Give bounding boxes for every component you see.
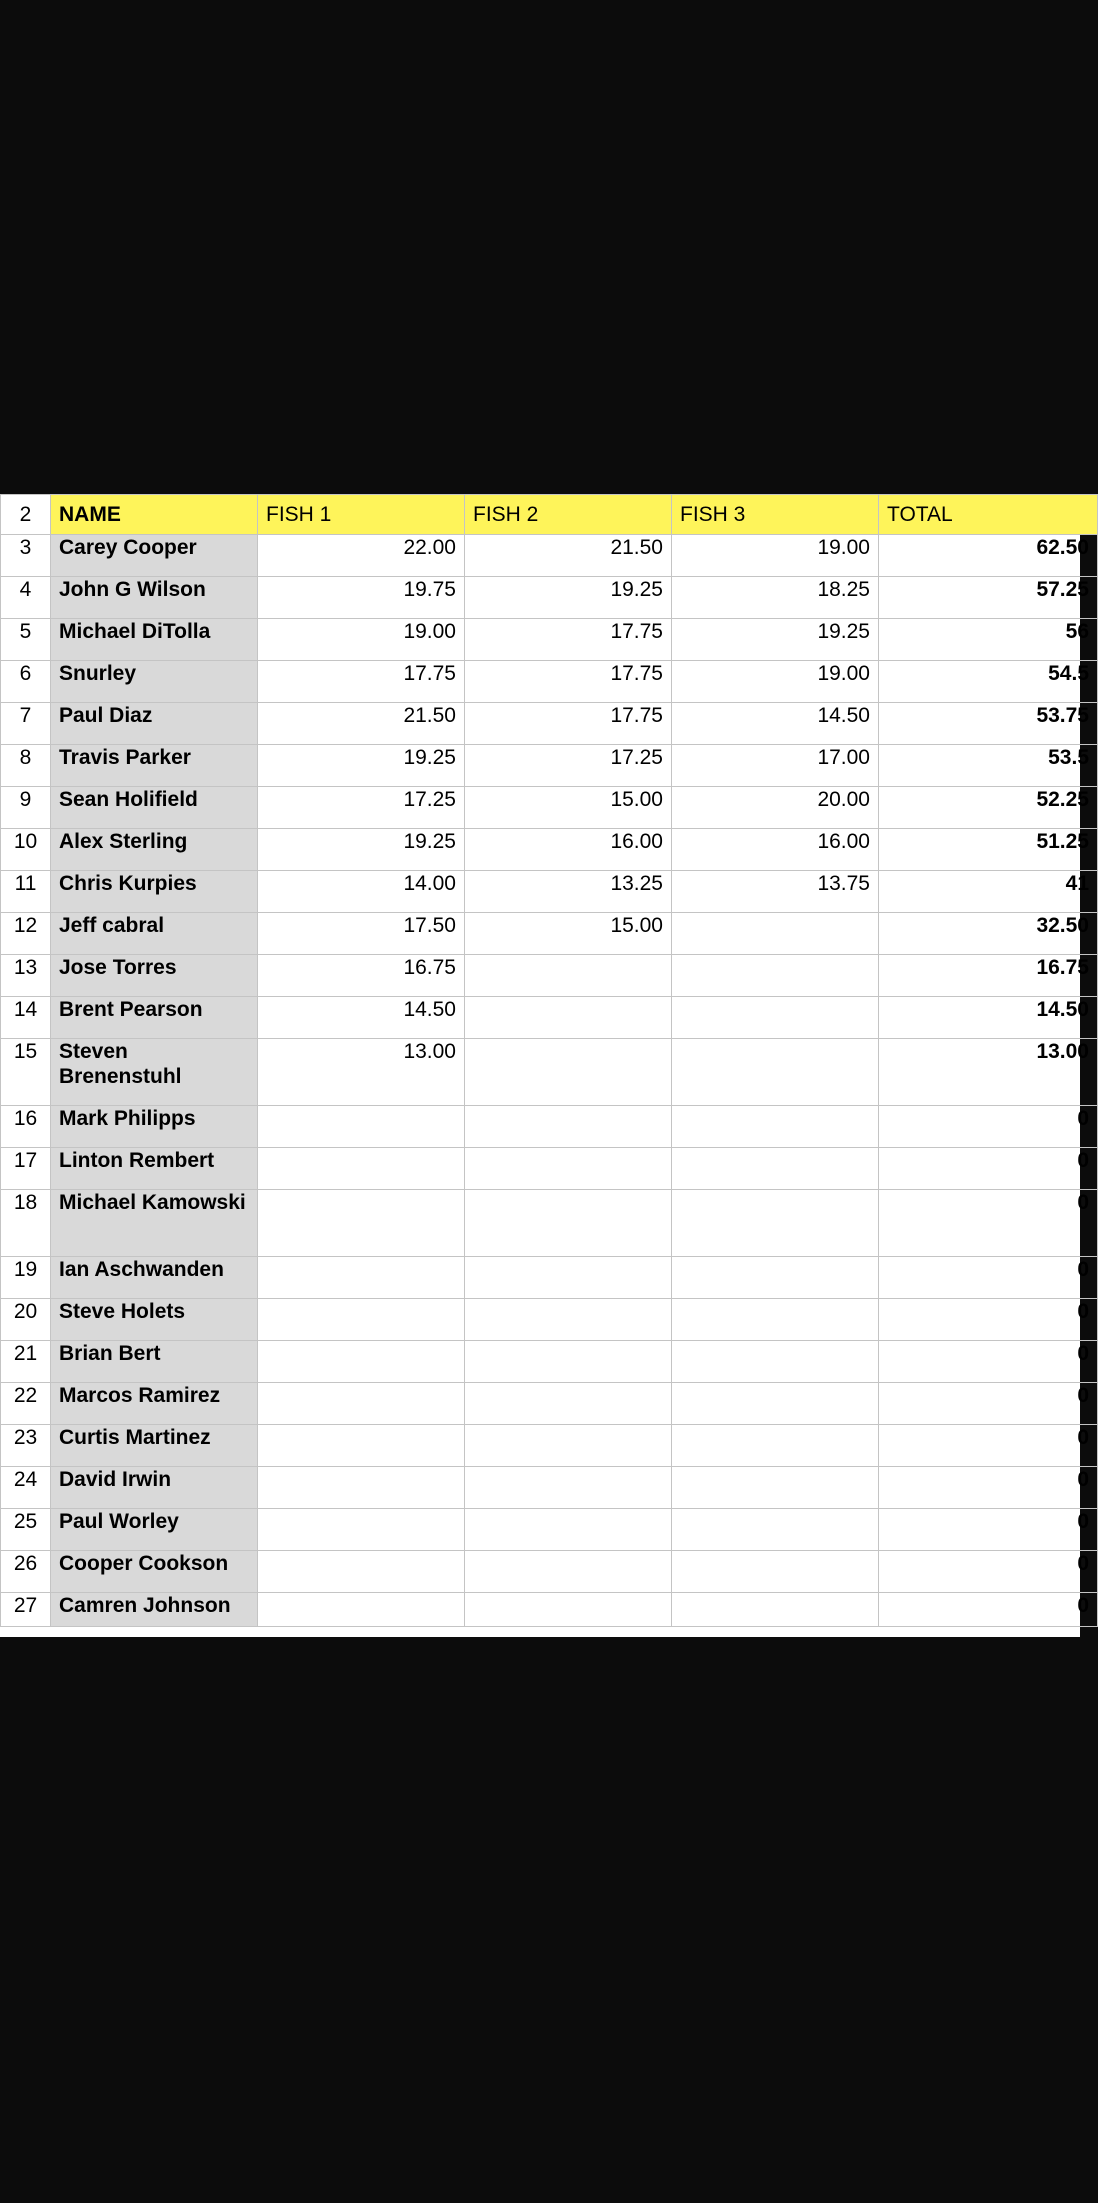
header-cell-fish2[interactable]: FISH 2	[465, 495, 672, 535]
fish3-cell[interactable]	[672, 1509, 879, 1551]
row-number[interactable]: 19	[1, 1257, 51, 1299]
fish1-cell[interactable]	[258, 1467, 465, 1509]
fish3-cell[interactable]: 19.00	[672, 661, 879, 703]
fish1-cell[interactable]	[258, 1148, 465, 1190]
row-number[interactable]: 17	[1, 1148, 51, 1190]
fish2-cell[interactable]	[465, 1257, 672, 1299]
row-number[interactable]: 23	[1, 1425, 51, 1467]
fish1-cell[interactable]	[258, 1593, 465, 1627]
fish2-cell[interactable]: 17.75	[465, 661, 672, 703]
fish3-cell[interactable]	[672, 1106, 879, 1148]
total-cell[interactable]: 0	[879, 1257, 1098, 1299]
fish2-cell[interactable]: 17.25	[465, 745, 672, 787]
table-row	[1, 1299, 1098, 1341]
fish1-cell[interactable]	[258, 1299, 465, 1341]
fish3-cell[interactable]	[672, 1039, 879, 1106]
fish3-cell[interactable]	[672, 1190, 879, 1257]
table-row	[1, 1106, 1098, 1148]
row-number[interactable]: 14	[1, 997, 51, 1039]
name-cell[interactable]: Curtis Martinez	[51, 1425, 258, 1467]
fish1-cell[interactable]: 14.00	[258, 871, 465, 913]
fish2-cell[interactable]	[465, 1467, 672, 1509]
table-row	[1, 1383, 1098, 1425]
total-cell[interactable]: 0	[879, 1509, 1098, 1551]
header-cell-name[interactable]: NAME	[51, 495, 258, 535]
table-row	[1, 997, 1098, 1039]
total-cell[interactable]: 0	[879, 1551, 1098, 1593]
fish2-cell[interactable]	[465, 955, 672, 997]
name-cell[interactable]: Ian Aschwanden	[51, 1257, 258, 1299]
table-row	[1, 1509, 1098, 1551]
table-row	[1, 1551, 1098, 1593]
name-cell[interactable]: Travis Parker	[51, 745, 258, 787]
fish1-cell[interactable]	[258, 1509, 465, 1551]
total-cell[interactable]: 0	[879, 1190, 1098, 1257]
spreadsheet-viewport[interactable]	[0, 494, 1089, 1637]
fish1-cell[interactable]: 17.50	[258, 913, 465, 955]
fish3-cell[interactable]: 13.75	[672, 871, 879, 913]
row-number[interactable]: 8	[1, 745, 51, 787]
total-cell[interactable]: 16.75	[879, 955, 1098, 997]
fish2-cell[interactable]	[465, 1148, 672, 1190]
fish1-cell[interactable]: 19.75	[258, 577, 465, 619]
fish1-cell[interactable]: 19.25	[258, 745, 465, 787]
table-row	[1, 1593, 1098, 1627]
fish2-cell[interactable]	[465, 1551, 672, 1593]
fish2-cell[interactable]: 16.00	[465, 829, 672, 871]
name-cell[interactable]: Mark Philipps	[51, 1106, 258, 1148]
row-number[interactable]: 16	[1, 1106, 51, 1148]
fish2-cell[interactable]: 19.25	[465, 577, 672, 619]
table-row	[1, 619, 1098, 661]
fish3-cell[interactable]	[672, 1383, 879, 1425]
name-cell[interactable]: Paul Worley	[51, 1509, 258, 1551]
fish2-cell[interactable]	[465, 1299, 672, 1341]
name-cell[interactable]: Michael DiTolla	[51, 619, 258, 661]
fish1-cell[interactable]: 22.00	[258, 535, 465, 577]
fish1-cell[interactable]: 16.75	[258, 955, 465, 997]
header-cell-fish1[interactable]: FISH 1	[258, 495, 465, 535]
name-cell[interactable]: Jose Torres	[51, 955, 258, 997]
row-number[interactable]: 12	[1, 913, 51, 955]
total-cell[interactable]: 41	[879, 871, 1098, 913]
header-cell-total[interactable]: TOTAL	[879, 495, 1098, 535]
name-cell[interactable]: Alex Sterling	[51, 829, 258, 871]
fish3-cell[interactable]	[672, 1257, 879, 1299]
fish3-cell[interactable]: 14.50	[672, 703, 879, 745]
header-cell-fish3[interactable]: FISH 3	[672, 495, 879, 535]
total-cell[interactable]: 52.25	[879, 787, 1098, 829]
table-row	[1, 1257, 1098, 1299]
row-number[interactable]: 27	[1, 1593, 51, 1627]
fish3-cell[interactable]: 19.00	[672, 535, 879, 577]
fish1-cell[interactable]	[258, 1106, 465, 1148]
total-cell[interactable]: 0	[879, 1148, 1098, 1190]
name-cell[interactable]: Steven Brenenstuhl	[51, 1039, 258, 1106]
total-cell[interactable]: 32.50	[879, 913, 1098, 955]
name-cell[interactable]: Snurley	[51, 661, 258, 703]
total-cell[interactable]: 0	[879, 1341, 1098, 1383]
fish1-cell[interactable]	[258, 1257, 465, 1299]
table-row	[1, 1190, 1098, 1257]
row-number[interactable]: 20	[1, 1299, 51, 1341]
table-row	[1, 1425, 1098, 1467]
row-number[interactable]: 13	[1, 955, 51, 997]
fish1-cell[interactable]: 17.75	[258, 661, 465, 703]
fish3-cell[interactable]: 18.25	[672, 577, 879, 619]
total-cell[interactable]: 53.5	[879, 745, 1098, 787]
total-cell[interactable]: 53.75	[879, 703, 1098, 745]
name-cell[interactable]: Camren Johnson	[51, 1593, 258, 1627]
name-cell[interactable]: Marcos Ramirez	[51, 1383, 258, 1425]
fish3-cell[interactable]: 19.25	[672, 619, 879, 661]
fish2-cell[interactable]	[465, 1190, 672, 1257]
fish3-cell[interactable]	[672, 1551, 879, 1593]
row-number[interactable]: 18	[1, 1190, 51, 1257]
row-number[interactable]: 3	[1, 535, 51, 577]
fish1-cell[interactable]	[258, 1383, 465, 1425]
fish1-cell[interactable]: 14.50	[258, 997, 465, 1039]
fish2-cell[interactable]	[465, 1106, 672, 1148]
name-cell[interactable]: Carey Cooper	[51, 535, 258, 577]
fish2-cell[interactable]	[465, 1383, 672, 1425]
fish2-cell[interactable]	[465, 1593, 672, 1627]
spreadsheet-table	[0, 494, 1098, 1627]
total-cell[interactable]: 14.50	[879, 997, 1098, 1039]
row-number[interactable]: 2	[1, 495, 51, 535]
total-cell[interactable]: 57.25	[879, 577, 1098, 619]
row-number[interactable]: 25	[1, 1509, 51, 1551]
fish1-cell[interactable]: 19.00	[258, 619, 465, 661]
header-row	[1, 495, 1098, 535]
row-number[interactable]: 10	[1, 829, 51, 871]
total-cell[interactable]: 62.50	[879, 535, 1098, 577]
name-cell[interactable]: Chris Kurpies	[51, 871, 258, 913]
fish2-cell[interactable]	[465, 1039, 672, 1106]
fish3-cell[interactable]	[672, 1341, 879, 1383]
fish3-cell[interactable]	[672, 913, 879, 955]
fish3-cell[interactable]	[672, 1148, 879, 1190]
fish3-cell[interactable]	[672, 955, 879, 997]
fish1-cell[interactable]: 19.25	[258, 829, 465, 871]
row-number[interactable]: 22	[1, 1383, 51, 1425]
fish1-cell[interactable]: 17.25	[258, 787, 465, 829]
total-cell[interactable]: 56	[879, 619, 1098, 661]
row-number[interactable]: 21	[1, 1341, 51, 1383]
fish3-cell[interactable]: 20.00	[672, 787, 879, 829]
table-row	[1, 535, 1098, 577]
fish2-cell[interactable]: 17.75	[465, 703, 672, 745]
table-row	[1, 745, 1098, 787]
total-cell[interactable]: 0	[879, 1593, 1098, 1627]
fish3-cell[interactable]: 16.00	[672, 829, 879, 871]
fish1-cell[interactable]	[258, 1425, 465, 1467]
fish2-cell[interactable]: 15.00	[465, 913, 672, 955]
fish3-cell[interactable]: 17.00	[672, 745, 879, 787]
fish1-cell[interactable]: 21.50	[258, 703, 465, 745]
name-cell[interactable]: Sean Holifield	[51, 787, 258, 829]
name-cell[interactable]: Brian Bert	[51, 1341, 258, 1383]
name-cell[interactable]: Jeff cabral	[51, 913, 258, 955]
fish1-cell[interactable]: 13.00	[258, 1039, 465, 1106]
fish2-cell[interactable]	[465, 1509, 672, 1551]
table-row	[1, 577, 1098, 619]
fish2-cell[interactable]: 17.75	[465, 619, 672, 661]
row-number[interactable]: 11	[1, 871, 51, 913]
row-number[interactable]: 15	[1, 1039, 51, 1106]
fish2-cell[interactable]	[465, 1425, 672, 1467]
row-number[interactable]: 26	[1, 1551, 51, 1593]
table-row	[1, 787, 1098, 829]
table-row	[1, 1341, 1098, 1383]
fish3-cell[interactable]	[672, 1467, 879, 1509]
table-row	[1, 661, 1098, 703]
row-number[interactable]: 9	[1, 787, 51, 829]
fish2-cell[interactable]: 13.25	[465, 871, 672, 913]
fish1-cell[interactable]	[258, 1341, 465, 1383]
row-number[interactable]: 24	[1, 1467, 51, 1509]
name-cell[interactable]: Brent Pearson	[51, 997, 258, 1039]
row-number[interactable]: 6	[1, 661, 51, 703]
total-cell[interactable]: 51.25	[879, 829, 1098, 871]
table-row	[1, 829, 1098, 871]
fish2-cell[interactable]	[465, 997, 672, 1039]
name-cell[interactable]: John G Wilson	[51, 577, 258, 619]
total-cell[interactable]: 0	[879, 1299, 1098, 1341]
total-cell[interactable]: 13.00	[879, 1039, 1098, 1106]
table-row	[1, 1467, 1098, 1509]
fish1-cell[interactable]	[258, 1190, 465, 1257]
fish3-cell[interactable]	[672, 1593, 879, 1627]
total-cell[interactable]: 0	[879, 1383, 1098, 1425]
table-row	[1, 703, 1098, 745]
fish2-cell[interactable]: 15.00	[465, 787, 672, 829]
fish2-cell[interactable]: 21.50	[465, 535, 672, 577]
total-cell[interactable]: 0	[879, 1425, 1098, 1467]
row-number[interactable]: 4	[1, 577, 51, 619]
table-row	[1, 955, 1098, 997]
fish3-cell[interactable]	[672, 1425, 879, 1467]
total-cell[interactable]: 0	[879, 1467, 1098, 1509]
fish1-cell[interactable]	[258, 1551, 465, 1593]
name-cell[interactable]: Steve Holets	[51, 1299, 258, 1341]
fish2-cell[interactable]	[465, 1341, 672, 1383]
total-cell[interactable]: 0	[879, 1106, 1098, 1148]
table-row	[1, 1148, 1098, 1190]
row-number[interactable]: 5	[1, 619, 51, 661]
name-cell[interactable]: Paul Diaz	[51, 703, 258, 745]
row-number[interactable]: 7	[1, 703, 51, 745]
name-cell[interactable]: Cooper Cookson	[51, 1551, 258, 1593]
fish3-cell[interactable]	[672, 1299, 879, 1341]
name-cell[interactable]: Linton Rembert	[51, 1148, 258, 1190]
table-row	[1, 913, 1098, 955]
table-row	[1, 871, 1098, 913]
total-cell[interactable]: 54.5	[879, 661, 1098, 703]
name-cell[interactable]: David Irwin	[51, 1467, 258, 1509]
fish3-cell[interactable]	[672, 997, 879, 1039]
name-cell[interactable]: Michael Kamowski	[51, 1190, 258, 1257]
table-row	[1, 1039, 1098, 1106]
